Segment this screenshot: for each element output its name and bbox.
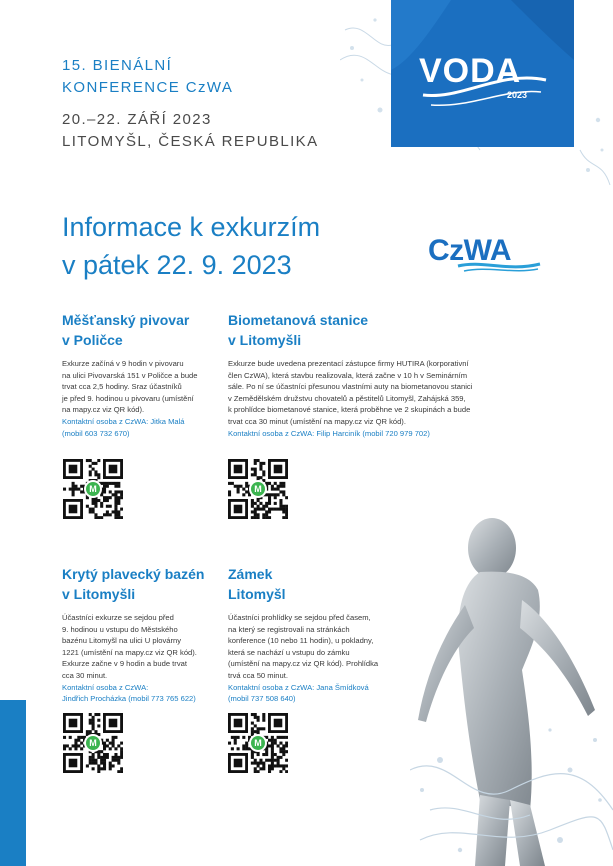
body-line: člen CzWA), která stavbu realizovala, která začne v 10 h v Seminárním xyxy=(228,370,468,380)
conference-date-location xyxy=(62,109,318,153)
body-line: na ulici Pivovarská 151 v Poličce a bude xyxy=(62,370,198,380)
section-heading-line: v Poličce xyxy=(62,332,123,348)
body-line: trvá cca 50 minut. xyxy=(228,670,288,680)
contact-phone: (mobil 603 732 670) xyxy=(62,428,130,438)
qr-code-zamek[interactable] xyxy=(228,713,288,773)
contact-person: Kontaktní osoba z CzWA: Filip Harciník (mobil 720 979 702) xyxy=(228,428,430,438)
section-heading-line: Litomyšl xyxy=(228,586,286,602)
side-accent-bar xyxy=(0,700,26,866)
body-line: Exkurze začne v 9 hodin a bude trvat xyxy=(62,659,187,669)
voda-logo-year: 2023 xyxy=(507,90,528,100)
section-pivovar xyxy=(62,310,232,439)
section-heading xyxy=(228,310,528,350)
conference-line-1: 15. BIENÁLNÍ xyxy=(62,57,173,74)
section-body xyxy=(62,612,232,705)
section-body xyxy=(228,612,408,705)
section-heading xyxy=(62,564,232,604)
section-heading-line: Krytý plavecký bazén xyxy=(62,566,205,582)
section-biometan xyxy=(228,310,528,439)
conference-name xyxy=(62,55,233,99)
body-line: Exkurze bude uvedena prezentací zástupce firmy HUTIRA (korporativní xyxy=(228,359,469,368)
mapy-cz-icon: M xyxy=(249,734,267,752)
mapy-cz-icon: M xyxy=(249,480,267,498)
body-line: která se nachází u vstupu do zámku xyxy=(228,647,350,657)
qr-code-bazen[interactable] xyxy=(63,713,123,773)
section-heading xyxy=(62,310,232,350)
section-heading-line: Zámek xyxy=(228,566,273,582)
body-line: 1221 (umístění na mapy.cz viz QR kód). xyxy=(62,647,197,657)
statue-illustration xyxy=(410,510,613,866)
body-line: konference (10 nebo 11 hodin), u pokladny, xyxy=(228,636,374,646)
section-body xyxy=(62,358,232,439)
voda-logo-text: VODA xyxy=(419,52,522,90)
body-line: 9. hodinou u vstupu do Městského xyxy=(62,624,178,634)
section-heading-line: v Litomyšli xyxy=(228,332,302,348)
body-line: je před 9. hodinou u pivovaru (umístění xyxy=(62,393,194,403)
body-line: Exkurze začíná v 9 hodin v pivovaru xyxy=(62,359,184,368)
mapy-cz-icon: M xyxy=(84,734,102,752)
body-line: na mapy.cz viz QR kód). xyxy=(62,405,145,415)
section-body xyxy=(228,358,528,439)
body-line: k prohlídce biometanové stanice, která proběhne ve 2 skupinách a bude xyxy=(228,405,471,415)
body-line: sále. Po ní se účastníci přesunou vlastními auty na biometanovou stanici xyxy=(228,382,473,392)
contact-phone: Jindřich Procházka (mobil 773 765 622) xyxy=(62,694,196,704)
body-line: cca 30 minut. xyxy=(62,670,108,680)
page-title-line-1: Informace k exkurzím xyxy=(62,212,321,242)
contact-person: Kontaktní osoba z CzWA: Jana Šmídková xyxy=(228,682,369,692)
conference-dates: 20.–22. ZÁŘÍ 2023 xyxy=(62,111,212,128)
body-line: Účastníci prohlídky se sejdou před časem, xyxy=(228,613,371,622)
body-line: trvat cca 30 minut (umístění na mapy.cz viz QR kód). xyxy=(228,416,406,426)
conference-line-2: KONFERENCE CzWA xyxy=(62,79,234,96)
section-heading-line: Biometanová stanice xyxy=(228,312,369,328)
section-zamek xyxy=(228,564,408,705)
section-heading-line: v Litomyšli xyxy=(62,586,136,602)
page-title xyxy=(62,208,320,284)
conference-location: LITOMYŠL, ČESKÁ REPUBLIKA xyxy=(62,133,319,150)
contact-person: Kontaktní osoba z CzWA: xyxy=(62,682,149,692)
body-line: (umístění na mapy.cz viz QR kód). Prohlídka xyxy=(228,659,379,669)
body-line: v Zemědělském družstvu chovatelů a pěstitelů Litomyšl, Zahájská 359, xyxy=(228,393,466,403)
czwa-logo-wave xyxy=(428,260,543,274)
body-line: Účastníci exkurze se sejdou před xyxy=(62,613,174,622)
section-heading xyxy=(228,564,408,604)
page-title-line-2: v pátek 22. 9. 2023 xyxy=(62,250,292,280)
body-line: na který se registrovali na stránkách xyxy=(228,624,350,634)
body-line: trvat cca 2,5 hodiny. Sraz účastníků xyxy=(62,382,182,392)
section-heading-line: Měšťanský pivovar xyxy=(62,312,190,328)
contact-phone: (mobil 737 508 640) xyxy=(228,694,296,704)
mapy-cz-icon: M xyxy=(84,480,102,498)
body-line: bazénu Litomyšl na ulici U plovárny xyxy=(62,636,182,646)
section-bazen xyxy=(62,564,232,705)
qr-code-pivovar[interactable] xyxy=(63,459,123,519)
voda-logo xyxy=(391,0,574,147)
qr-code-biometan[interactable] xyxy=(228,459,288,519)
czwa-logo-text: CzWA xyxy=(428,234,511,267)
contact-person: Kontaktní osoba z CzWA: Jitka Malá xyxy=(62,416,185,426)
